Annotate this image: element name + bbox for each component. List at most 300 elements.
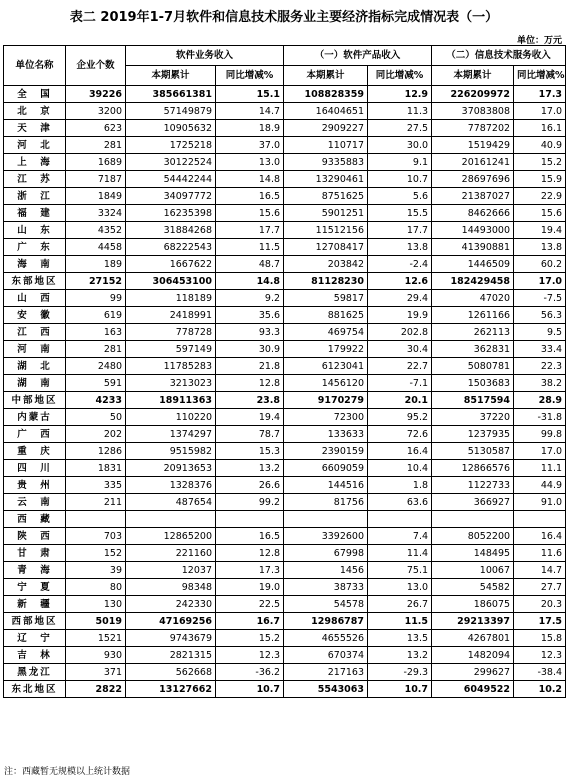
- product-income-cell: 6123041: [284, 358, 368, 375]
- product-growth-cell: 13.5: [368, 630, 432, 647]
- table-row: [4, 494, 566, 511]
- region-cell: 福 建: [4, 205, 66, 222]
- region-cell: 海 南: [4, 256, 66, 273]
- software-income-cell: 385661381: [126, 86, 216, 103]
- software-growth-cell: 18.9: [216, 120, 284, 137]
- product-income-cell: 133633: [284, 426, 368, 443]
- it-service-growth-cell: 27.7: [514, 579, 566, 596]
- count-cell: 50: [66, 409, 126, 426]
- count-cell: 130: [66, 596, 126, 613]
- product-growth-cell: 16.4: [368, 443, 432, 460]
- product-growth-cell: 12.6: [368, 273, 432, 290]
- software-income-cell: 1328376: [126, 477, 216, 494]
- software-growth-cell: 22.5: [216, 596, 284, 613]
- software-income-cell: 221160: [126, 545, 216, 562]
- it-service-income-cell: 41390881: [432, 239, 514, 256]
- header-product-income: （一）软件产品收入: [284, 46, 432, 66]
- it-service-income-cell: 148495: [432, 545, 514, 562]
- region-cell: 江 西: [4, 324, 66, 341]
- region-cell: 东北地区: [4, 681, 66, 698]
- table-row: [4, 239, 566, 256]
- it-service-growth-cell: 15.6: [514, 205, 566, 222]
- product-income-cell: 179922: [284, 341, 368, 358]
- count-cell: 152: [66, 545, 126, 562]
- product-income-cell: 1456: [284, 562, 368, 579]
- product-growth-cell: -2.4: [368, 256, 432, 273]
- it-service-income-cell: 29213397: [432, 613, 514, 630]
- header-current: 本期累计: [284, 66, 368, 86]
- it-service-growth-cell: 13.8: [514, 239, 566, 256]
- it-service-growth-cell: 20.3: [514, 596, 566, 613]
- count-cell: 371: [66, 664, 126, 681]
- it-service-growth-cell: 17.5: [514, 613, 566, 630]
- table-row: [4, 188, 566, 205]
- it-service-growth-cell: 11.1: [514, 460, 566, 477]
- it-service-growth-cell: 12.3: [514, 647, 566, 664]
- it-service-growth-cell: 33.4: [514, 341, 566, 358]
- product-growth-cell: -29.3: [368, 664, 432, 681]
- product-income-cell: 16404651: [284, 103, 368, 120]
- region-cell: 安 徽: [4, 307, 66, 324]
- software-income-cell: 1667622: [126, 256, 216, 273]
- region-cell: 东部地区: [4, 273, 66, 290]
- product-income-cell: 5543063: [284, 681, 368, 698]
- region-cell: 西部地区: [4, 613, 66, 630]
- product-income-cell: 469754: [284, 324, 368, 341]
- region-cell: 黑龙江: [4, 664, 66, 681]
- region-cell: 吉 林: [4, 647, 66, 664]
- product-income-cell: 4655526: [284, 630, 368, 647]
- software-growth-cell: 78.7: [216, 426, 284, 443]
- table-row: [4, 579, 566, 596]
- it-service-income-cell: 20161241: [432, 154, 514, 171]
- product-income-cell: 144516: [284, 477, 368, 494]
- table-row: [4, 562, 566, 579]
- product-growth-cell: 1.8: [368, 477, 432, 494]
- software-growth-cell: 10.7: [216, 681, 284, 698]
- product-income-cell: 13290461: [284, 171, 368, 188]
- it-service-growth-cell: 16.1: [514, 120, 566, 137]
- table-row: [4, 392, 566, 409]
- it-service-growth-cell: 40.9: [514, 137, 566, 154]
- it-service-growth-cell: 14.7: [514, 562, 566, 579]
- table-row: [4, 511, 566, 528]
- region-cell: 新 疆: [4, 596, 66, 613]
- product-growth-cell: 95.2: [368, 409, 432, 426]
- software-growth-cell: 11.5: [216, 239, 284, 256]
- table-row: [4, 222, 566, 239]
- header-growth: 同比增减%: [216, 66, 284, 86]
- software-growth-cell: 14.8: [216, 171, 284, 188]
- table-row: [4, 409, 566, 426]
- software-income-cell: 562668: [126, 664, 216, 681]
- header-software-income: 软件业务收入: [126, 46, 284, 66]
- it-service-income-cell: 14493000: [432, 222, 514, 239]
- software-income-cell: 34097772: [126, 188, 216, 205]
- it-service-income-cell: 299627: [432, 664, 514, 681]
- table-row: [4, 681, 566, 698]
- it-service-growth-cell: 10.2: [514, 681, 566, 698]
- it-service-growth-cell: 15.2: [514, 154, 566, 171]
- product-income-cell: 9335883: [284, 154, 368, 171]
- product-growth-cell: 72.6: [368, 426, 432, 443]
- it-service-income-cell: 226209972: [432, 86, 514, 103]
- product-income-cell: 3392600: [284, 528, 368, 545]
- software-growth-cell: 17.7: [216, 222, 284, 239]
- software-income-cell: 31884268: [126, 222, 216, 239]
- count-cell: 619: [66, 307, 126, 324]
- region-cell: 河 北: [4, 137, 66, 154]
- software-growth-cell: 48.7: [216, 256, 284, 273]
- region-cell: 青 海: [4, 562, 66, 579]
- product-growth-cell: 10.7: [368, 681, 432, 698]
- count-cell: 163: [66, 324, 126, 341]
- it-service-growth-cell: -7.5: [514, 290, 566, 307]
- region-cell: 上 海: [4, 154, 66, 171]
- it-service-income-cell: 12866576: [432, 460, 514, 477]
- product-growth-cell: 30.0: [368, 137, 432, 154]
- it-service-income-cell: 4267801: [432, 630, 514, 647]
- unit-label: 单位：万元: [516, 36, 562, 46]
- count-cell: 5019: [66, 613, 126, 630]
- count-cell: 1689: [66, 154, 126, 171]
- it-service-growth-cell: 11.6: [514, 545, 566, 562]
- software-growth-cell: 23.8: [216, 392, 284, 409]
- table-row: [4, 664, 566, 681]
- software-growth-cell: 9.2: [216, 290, 284, 307]
- product-growth-cell: [368, 511, 432, 528]
- it-service-growth-cell: 38.2: [514, 375, 566, 392]
- product-income-cell: 110717: [284, 137, 368, 154]
- table-row: [4, 341, 566, 358]
- table-row: [4, 137, 566, 154]
- count-cell: 591: [66, 375, 126, 392]
- software-income-cell: 16235398: [126, 205, 216, 222]
- it-service-income-cell: [432, 511, 514, 528]
- region-cell: 内蒙古: [4, 409, 66, 426]
- count-cell: 281: [66, 341, 126, 358]
- product-growth-cell: 10.7: [368, 171, 432, 188]
- it-service-growth-cell: 91.0: [514, 494, 566, 511]
- software-income-cell: 11785283: [126, 358, 216, 375]
- region-cell: 全 国: [4, 86, 66, 103]
- it-service-growth-cell: 19.4: [514, 222, 566, 239]
- product-growth-cell: 11.5: [368, 613, 432, 630]
- count-cell: 7187: [66, 171, 126, 188]
- region-cell: 天 津: [4, 120, 66, 137]
- count-cell: 39: [66, 562, 126, 579]
- software-growth-cell: 12.3: [216, 647, 284, 664]
- software-growth-cell: 15.1: [216, 86, 284, 103]
- product-income-cell: 1456120: [284, 375, 368, 392]
- software-income-cell: 68222543: [126, 239, 216, 256]
- it-service-growth-cell: 15.9: [514, 171, 566, 188]
- count-cell: 3200: [66, 103, 126, 120]
- it-service-income-cell: 1482094: [432, 647, 514, 664]
- product-income-cell: 203842: [284, 256, 368, 273]
- product-income-cell: 2390159: [284, 443, 368, 460]
- product-growth-cell: 12.9: [368, 86, 432, 103]
- it-service-income-cell: 1237935: [432, 426, 514, 443]
- product-growth-cell: 20.1: [368, 392, 432, 409]
- software-income-cell: 242330: [126, 596, 216, 613]
- software-income-cell: [126, 511, 216, 528]
- product-income-cell: 81756: [284, 494, 368, 511]
- table-row: [4, 103, 566, 120]
- it-service-growth-cell: -38.4: [514, 664, 566, 681]
- software-income-cell: 2418991: [126, 307, 216, 324]
- software-growth-cell: 99.2: [216, 494, 284, 511]
- product-growth-cell: 202.8: [368, 324, 432, 341]
- product-growth-cell: 13.2: [368, 647, 432, 664]
- product-growth-cell: 63.6: [368, 494, 432, 511]
- count-cell: 281: [66, 137, 126, 154]
- software-growth-cell: 17.3: [216, 562, 284, 579]
- software-growth-cell: 26.6: [216, 477, 284, 494]
- software-income-cell: 9515982: [126, 443, 216, 460]
- region-cell: 北 京: [4, 103, 66, 120]
- table-row: [4, 528, 566, 545]
- software-growth-cell: 19.4: [216, 409, 284, 426]
- software-growth-cell: 15.3: [216, 443, 284, 460]
- it-service-income-cell: 366927: [432, 494, 514, 511]
- count-cell: 1849: [66, 188, 126, 205]
- table-row: [4, 630, 566, 647]
- region-cell: 山 东: [4, 222, 66, 239]
- product-growth-cell: 19.9: [368, 307, 432, 324]
- region-cell: 江 苏: [4, 171, 66, 188]
- count-cell: 930: [66, 647, 126, 664]
- table-title: 表二 2019年1-7月软件和信息技术服务业主要经济指标完成情况表（一）: [69, 10, 499, 25]
- software-growth-cell: 13.0: [216, 154, 284, 171]
- region-cell: 中部地区: [4, 392, 66, 409]
- software-income-cell: 18911363: [126, 392, 216, 409]
- it-service-growth-cell: 44.9: [514, 477, 566, 494]
- software-income-cell: 1374297: [126, 426, 216, 443]
- region-cell: 湖 北: [4, 358, 66, 375]
- table-row: [4, 375, 566, 392]
- software-growth-cell: 19.0: [216, 579, 284, 596]
- product-income-cell: 881625: [284, 307, 368, 324]
- region-cell: 西 藏: [4, 511, 66, 528]
- table-row: [4, 596, 566, 613]
- product-income-cell: 670374: [284, 647, 368, 664]
- product-growth-cell: 13.8: [368, 239, 432, 256]
- region-cell: 浙 江: [4, 188, 66, 205]
- software-income-cell: 306453100: [126, 273, 216, 290]
- product-growth-cell: 10.4: [368, 460, 432, 477]
- software-income-cell: 12865200: [126, 528, 216, 545]
- software-income-cell: 12037: [126, 562, 216, 579]
- table-row: [4, 545, 566, 562]
- software-income-cell: 1725218: [126, 137, 216, 154]
- software-income-cell: 487654: [126, 494, 216, 511]
- table-row: [4, 256, 566, 273]
- product-income-cell: 81128230: [284, 273, 368, 290]
- it-service-growth-cell: -31.8: [514, 409, 566, 426]
- table-row: [4, 86, 566, 103]
- software-growth-cell: 37.0: [216, 137, 284, 154]
- product-growth-cell: 26.7: [368, 596, 432, 613]
- region-cell: 广 东: [4, 239, 66, 256]
- it-service-growth-cell: 60.2: [514, 256, 566, 273]
- it-service-income-cell: 37083808: [432, 103, 514, 120]
- product-income-cell: 12986787: [284, 613, 368, 630]
- table-row: [4, 171, 566, 188]
- software-income-cell: 30122524: [126, 154, 216, 171]
- count-cell: 27152: [66, 273, 126, 290]
- software-income-cell: 2821315: [126, 647, 216, 664]
- software-growth-cell: 14.8: [216, 273, 284, 290]
- table-row: [4, 613, 566, 630]
- software-growth-cell: 16.5: [216, 188, 284, 205]
- software-income-cell: 54442244: [126, 171, 216, 188]
- product-income-cell: 11512156: [284, 222, 368, 239]
- product-growth-cell: 9.1: [368, 154, 432, 171]
- it-service-growth-cell: 17.0: [514, 273, 566, 290]
- software-growth-cell: 30.9: [216, 341, 284, 358]
- software-growth-cell: 15.2: [216, 630, 284, 647]
- region-cell: 陕 西: [4, 528, 66, 545]
- region-cell: 湖 南: [4, 375, 66, 392]
- software-income-cell: 778728: [126, 324, 216, 341]
- count-cell: 623: [66, 120, 126, 137]
- software-growth-cell: 12.8: [216, 545, 284, 562]
- software-income-cell: 98348: [126, 579, 216, 596]
- it-service-income-cell: 5080781: [432, 358, 514, 375]
- product-income-cell: 217163: [284, 664, 368, 681]
- software-growth-cell: 12.8: [216, 375, 284, 392]
- region-cell: 四 川: [4, 460, 66, 477]
- it-service-income-cell: 1261166: [432, 307, 514, 324]
- it-service-income-cell: 6049522: [432, 681, 514, 698]
- header-count: 企业个数: [66, 46, 126, 86]
- table-row: [4, 358, 566, 375]
- it-service-income-cell: 1446509: [432, 256, 514, 273]
- it-service-growth-cell: 15.8: [514, 630, 566, 647]
- it-service-growth-cell: 99.8: [514, 426, 566, 443]
- product-growth-cell: 13.0: [368, 579, 432, 596]
- count-cell: 335: [66, 477, 126, 494]
- product-growth-cell: 15.5: [368, 205, 432, 222]
- product-income-cell: 2909227: [284, 120, 368, 137]
- count-cell: 703: [66, 528, 126, 545]
- product-income-cell: [284, 511, 368, 528]
- header-current: 本期累计: [432, 66, 514, 86]
- it-service-income-cell: 10067: [432, 562, 514, 579]
- software-income-cell: 13127662: [126, 681, 216, 698]
- software-income-cell: 597149: [126, 341, 216, 358]
- software-income-cell: 47169256: [126, 613, 216, 630]
- count-cell: 4458: [66, 239, 126, 256]
- it-service-income-cell: 1503683: [432, 375, 514, 392]
- product-income-cell: 9170279: [284, 392, 368, 409]
- it-service-income-cell: 8462666: [432, 205, 514, 222]
- product-growth-cell: 5.6: [368, 188, 432, 205]
- region-cell: 甘 肃: [4, 545, 66, 562]
- it-service-growth-cell: 16.4: [514, 528, 566, 545]
- it-service-income-cell: 7787202: [432, 120, 514, 137]
- table-row: [4, 460, 566, 477]
- it-service-growth-cell: 17.0: [514, 103, 566, 120]
- count-cell: 1286: [66, 443, 126, 460]
- it-service-income-cell: 47020: [432, 290, 514, 307]
- header-current: 本期累计: [126, 66, 216, 86]
- count-cell: 189: [66, 256, 126, 273]
- count-cell: 202: [66, 426, 126, 443]
- software-growth-cell: [216, 511, 284, 528]
- count-cell: 3324: [66, 205, 126, 222]
- count-cell: 99: [66, 290, 126, 307]
- table-row: [4, 647, 566, 664]
- it-service-growth-cell: 17.3: [514, 86, 566, 103]
- count-cell: 4352: [66, 222, 126, 239]
- software-growth-cell: 16.5: [216, 528, 284, 545]
- software-growth-cell: -36.2: [216, 664, 284, 681]
- product-income-cell: 6609059: [284, 460, 368, 477]
- region-cell: 辽 宁: [4, 630, 66, 647]
- it-service-income-cell: 5130587: [432, 443, 514, 460]
- it-service-growth-cell: 22.9: [514, 188, 566, 205]
- product-income-cell: 8751625: [284, 188, 368, 205]
- it-service-income-cell: 186075: [432, 596, 514, 613]
- region-cell: 宁 夏: [4, 579, 66, 596]
- product-income-cell: 38733: [284, 579, 368, 596]
- software-income-cell: 110220: [126, 409, 216, 426]
- it-service-income-cell: 28697696: [432, 171, 514, 188]
- it-service-growth-cell: 9.5: [514, 324, 566, 341]
- product-growth-cell: 30.4: [368, 341, 432, 358]
- region-cell: 云 南: [4, 494, 66, 511]
- it-service-income-cell: 54582: [432, 579, 514, 596]
- product-income-cell: 12708417: [284, 239, 368, 256]
- product-income-cell: 72300: [284, 409, 368, 426]
- count-cell: 1831: [66, 460, 126, 477]
- software-income-cell: 3213023: [126, 375, 216, 392]
- count-cell: 39226: [66, 86, 126, 103]
- software-income-cell: 118189: [126, 290, 216, 307]
- it-service-growth-cell: 22.3: [514, 358, 566, 375]
- table-row: [4, 290, 566, 307]
- region-cell: 山 西: [4, 290, 66, 307]
- header-region: 单位名称: [4, 46, 66, 86]
- software-growth-cell: 13.2: [216, 460, 284, 477]
- product-growth-cell: 75.1: [368, 562, 432, 579]
- it-service-income-cell: 262113: [432, 324, 514, 341]
- software-income-cell: 57149879: [126, 103, 216, 120]
- region-cell: 广 西: [4, 426, 66, 443]
- header-growth: 同比增减%: [368, 66, 432, 86]
- software-growth-cell: 16.7: [216, 613, 284, 630]
- software-income-cell: 10905632: [126, 120, 216, 137]
- it-service-income-cell: 1519429: [432, 137, 514, 154]
- product-growth-cell: 7.4: [368, 528, 432, 545]
- table-row: [4, 426, 566, 443]
- table-row: [4, 443, 566, 460]
- product-income-cell: 108828359: [284, 86, 368, 103]
- stats-table: [3, 45, 566, 698]
- it-service-income-cell: 37220: [432, 409, 514, 426]
- product-growth-cell: 17.7: [368, 222, 432, 239]
- region-cell: 河 南: [4, 341, 66, 358]
- table-row: [4, 273, 566, 290]
- header-it-service-income: （二）信息技术服务收入: [432, 46, 566, 66]
- it-service-growth-cell: 17.0: [514, 443, 566, 460]
- it-service-income-cell: 182429458: [432, 273, 514, 290]
- it-service-income-cell: 8517594: [432, 392, 514, 409]
- software-growth-cell: 93.3: [216, 324, 284, 341]
- it-service-growth-cell: [514, 511, 566, 528]
